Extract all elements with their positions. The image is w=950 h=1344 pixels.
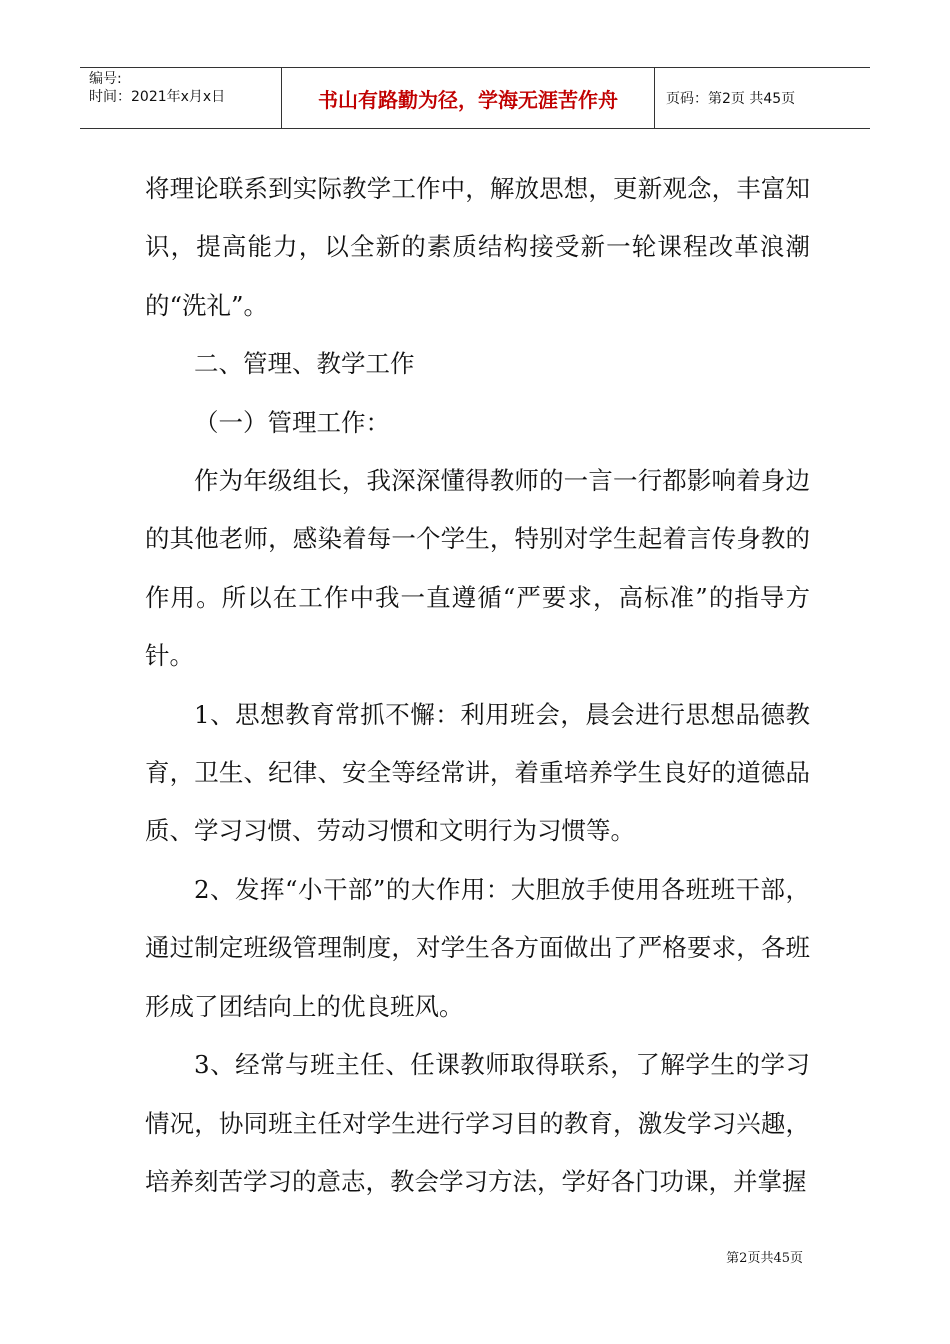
- paragraph: 作为年级组长，我深深懂得教师的一言一行都影响着身边的其他老师，感染着每一个学生，特别对学生起着言传身教的作用。所以在工作中我一直遵循“严要求，高标准”的指导方针。: [145, 466, 810, 671]
- header-meta: [80, 68, 282, 128]
- page-header: [80, 67, 870, 129]
- paragraph: 3、经常与班主任、任课教师取得联系，了解学生的学习情况，协同班主任对学生进行学习目的教育，激发学习兴趣，培养刻苦学习的意志，教会学习方法，学好各门功课，并掌握: [145, 1050, 810, 1196]
- subsection-heading: （一）管理工作：: [194, 407, 390, 437]
- section-heading: 二、管理、教学工作: [194, 349, 415, 379]
- paragraph: 1、思想教育常抓不懈：利用班会，晨会进行思想品德教育，卫生、纪律、安全等经常讲，着重培养学生良好的道德品质、学习习惯、劳动习惯和文明行为习惯等。: [145, 699, 810, 846]
- header-page-info: 页码：第2页 共45页: [666, 91, 796, 107]
- paragraph: 将理论联系到实际教学工作中，解放思想，更新观念，丰富知识，提高能力，以全新的素质结构接受新一轮课程改革浪潮的“洗礼”。: [145, 174, 810, 320]
- document-body: [145, 160, 810, 1211]
- page-footer: 第2页共45页: [726, 1251, 803, 1266]
- document-number-label: 编号:: [89, 71, 122, 87]
- paragraph: 2、发挥“小干部”的大作用：大胆放手使用各班班干部，通过制定班级管理制度，对学生各方面做出了严格要求，各班形成了团结向上的优良班风。: [145, 874, 810, 1021]
- document-time: 时间：2021年x月x日: [89, 89, 226, 105]
- header-motto: 书山有路勤为径，学海无涯苦作舟: [282, 68, 655, 128]
